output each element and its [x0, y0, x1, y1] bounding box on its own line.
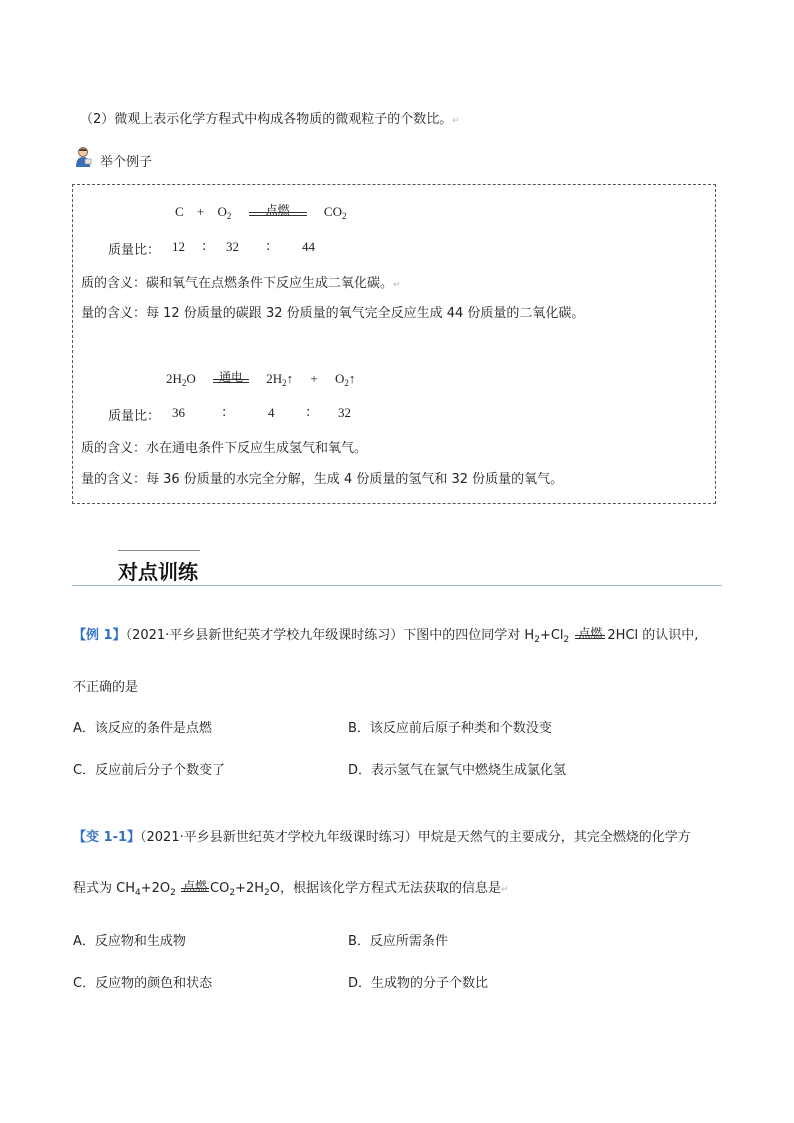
eq1-mass-label: 质量比：: [108, 243, 161, 258]
eq2-mass-3: 32: [338, 405, 351, 420]
eq2-quality: 质的含义：水在通电条件下反应生成氢气和氧气。: [81, 441, 368, 456]
eq1-condition-label: 点燃: [265, 203, 290, 217]
eq1-colon-2: :: [266, 239, 271, 254]
q1-line2: 不正确的是: [73, 680, 139, 695]
eq1-mass-2: 32: [226, 239, 239, 254]
eq1-mass-1: 12: [172, 239, 185, 254]
heading-underline: [72, 585, 722, 586]
example-title: 举个例子: [100, 155, 153, 170]
eq2-water: $2H_2O$: [166, 371, 196, 388]
q1-option-d[interactable]: D．表示氢气在氯气中燃烧生成氯化氢: [348, 763, 567, 778]
q2-option-d[interactable]: D．生成物的分子个数比: [348, 976, 489, 991]
eq1-quantity: 量的含义：每 12 份质量的碳跟 32 份质量的氧气完全反应生成 44 份质量的二氧化碳。: [81, 306, 585, 321]
eq2-quantity: 量的含义：每 36 份质量的水完全分解，生成 4 份质量的氢气和 32 份质量的氧气。: [81, 472, 564, 487]
example-box: [72, 184, 716, 504]
q1-condition-label: 点燃: [578, 626, 603, 640]
eq2-colon-1: :: [222, 405, 227, 420]
eq2-oxygen: $O_2↑$: [335, 371, 356, 388]
eq1-oxygen: $O_2$: [217, 204, 232, 221]
q2-option-a[interactable]: A．反应物和生成物: [73, 934, 186, 949]
eq1-carbon: C: [175, 204, 184, 219]
eq2-hydrogen: $2H_2↑$: [266, 371, 294, 388]
eq1-colon-1: :: [202, 239, 207, 254]
intro-line: [80, 108, 460, 127]
q1-stem: 【例 1】（2021·平乡县新世纪英才学校九年级课时练习）下图中的四位同学对 $H_2+Cl_2$ 点燃 2HCl 的认识中,: [73, 626, 699, 645]
eq2-condition-label: 通电: [219, 370, 244, 384]
eq1-plus: +: [196, 204, 205, 219]
eq2-plus: +: [310, 371, 318, 386]
q2-option-c[interactable]: C．反应物的颜色和状态: [73, 976, 213, 991]
eq1-quality: 质的含义：碳和氧气在点燃条件下反应生成二氧化碳。↵: [81, 276, 401, 291]
paragraph-mark-icon: ↵: [452, 116, 460, 126]
q2-stem: [73, 826, 691, 845]
equation-2: [166, 371, 355, 388]
equation-1: [175, 204, 346, 221]
eq2-mass-2: 4: [268, 405, 275, 420]
q1-option-c[interactable]: C．反应前后分子个数变了: [73, 763, 226, 778]
q1-product: 2HCl 的认识中,: [607, 628, 699, 643]
eq2-colon-2: :: [306, 405, 311, 420]
q2-line1: （2021·平乡县新世纪英才学校九年级课时练习）甲烷是天然气的主要成分，其完全燃烧的化学方: [140, 830, 691, 845]
eq1-mass-3: 44: [302, 239, 315, 254]
q2-condition-label: 点燃: [183, 879, 208, 893]
paragraph-mark-icon: ↵: [393, 280, 401, 290]
teacher-icon: [73, 146, 93, 168]
q1-source: （2021·平乡县新世纪英才学校九年级课时练习）下图中的四位同学对 H: [125, 628, 535, 643]
q1-option-b[interactable]: B．该反应前后原子种类和个数没变: [348, 721, 552, 736]
paragraph-mark-icon: ↵: [500, 885, 509, 895]
q2-equation-line: 程式为 $CH_4+2O_2$ 点燃 $CO_2+2H_2O$，根据该化学方程式无法获取的信息是↵: [73, 879, 509, 898]
q2-option-b[interactable]: B．反应所需条件: [348, 934, 448, 949]
q1-option-a[interactable]: A．该反应的条件是点燃: [73, 721, 212, 736]
heading-top-rule: [118, 550, 200, 551]
eq2-mass-1: 36: [172, 405, 185, 420]
section-heading: 对点训练: [118, 560, 198, 584]
eq2-mass-label: 质量比：: [108, 409, 161, 424]
eq1-product: $CO_2$: [323, 204, 347, 221]
q1-tag: 【例 1】: [73, 628, 126, 643]
intro-text: （2）微观上表示化学方程式中构成各物质的微观粒子的个数比。: [80, 112, 453, 127]
q2-tag: 【变 1-1】: [73, 830, 141, 845]
